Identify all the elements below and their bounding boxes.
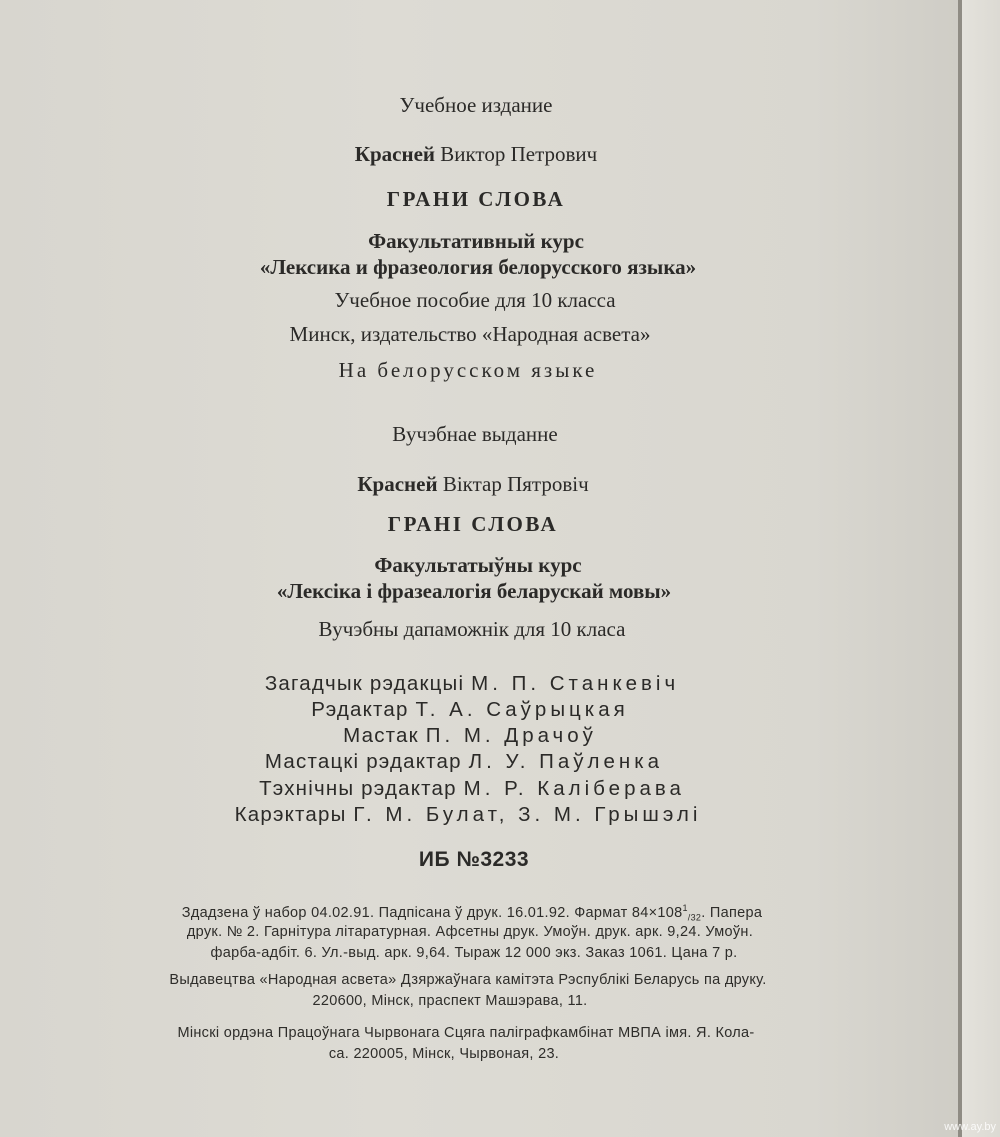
by-author (357, 472, 588, 497)
imprint-format: Здадзена ў набор 04.02.91. Падпісана ў друк. 16.01.92. Фармат 84×108 (181, 904, 683, 921)
by-author-surname: Красней (357, 472, 438, 496)
format-numerator: 1 (682, 903, 688, 913)
credit-line (265, 672, 679, 696)
printer-line-2: са. 220005, Мінск, Чырвоная, 23. (328, 1046, 560, 1062)
by-manual: Вучэбны дапаможнік для 10 класа (318, 617, 626, 641)
credit-name: Г. М. Булат, З. М. Грышэлі (353, 803, 702, 826)
imprint-line-1 (182, 903, 762, 923)
imprint-line-2: друк. № 2. Гарнітура літаратурная. Афсетны друк. Умоўн. друк. арк. 9,24. Умоўн. (186, 924, 754, 940)
ru-language-note: На белорусском языке (338, 358, 598, 382)
credit-role: Мастак (343, 724, 419, 747)
credit-line (343, 724, 597, 748)
credit-line (311, 698, 628, 722)
ru-title: ГРАНИ СЛОВА (386, 187, 566, 211)
ru-publisher: Минск, издательство «Народная асвета» (289, 322, 651, 346)
credit-line (259, 777, 685, 801)
ru-manual: Учебное пособие для 10 класса (334, 288, 616, 312)
publisher-line-1: Выдавецтва «Народная асвета» Дзяржаўнага камітэта Рэспублікі Беларусь па друку. (169, 972, 767, 988)
credit-name: П. М. Драчоў (425, 724, 597, 747)
ib-number: ИБ №3233 (418, 848, 530, 871)
credit-line (265, 750, 663, 774)
printer-full-text (0, 0, 1, 1)
credit-line (235, 803, 702, 827)
credit-name: Л. У. Паўленка (468, 750, 664, 773)
printer-line-1: Мінскі ордэна Працоўнага Чырвонага Сцяга паліграфкамбінат МВПА імя. Я. Кола- (177, 1025, 755, 1041)
credit-role: Мастацкі рэдактар (264, 750, 462, 773)
credit-role: Тэхнічны рэдактар (259, 777, 457, 800)
credit-name: Т. А. Саўрыцкая (415, 698, 629, 721)
ru-author (355, 142, 597, 167)
by-title: ГРАНІ СЛОВА (387, 512, 559, 536)
next-page-strip (962, 0, 1000, 1137)
credit-role: Загадчык рэдакцыі (264, 672, 465, 695)
credit-role: Карэктары (234, 803, 347, 826)
ru-author-surname: Красней (354, 142, 436, 166)
site-watermark: www.ay.by (944, 1121, 996, 1133)
publisher-line-2: 220600, Мінск, праспект Машэрава, 11. (312, 993, 588, 1009)
by-course-type: Факультатыўны курс (374, 553, 582, 577)
credit-role: Рэдактар (311, 698, 409, 721)
ru-course-name: «Лексика и фразеология белорусского языка» (259, 255, 697, 279)
by-edition-type: Вучэбнае выданне (392, 422, 558, 446)
credit-name: М. Р. Каліберава (463, 777, 685, 800)
imprint-paper: . Папера (701, 904, 763, 921)
by-course-name: «Лексіка і фразеалогія беларускай мовы» (276, 579, 672, 603)
by-author-given: Віктар Пятровіч (442, 472, 589, 496)
imprint-line-3: фарба-адбіт. 6. Ул.-выд. арк. 9,64. Тыраж 12 000 экз. Заказ 1061. Цана 7 р. (210, 945, 738, 961)
ru-author-given: Виктор Петрович (440, 142, 598, 166)
ru-course-type: Факультативный курс (368, 229, 584, 253)
format-denominator: /32 (687, 912, 702, 923)
credit-name: М. П. Станкевіч (471, 672, 680, 695)
ru-edition-type: Учебное издание (399, 93, 553, 117)
